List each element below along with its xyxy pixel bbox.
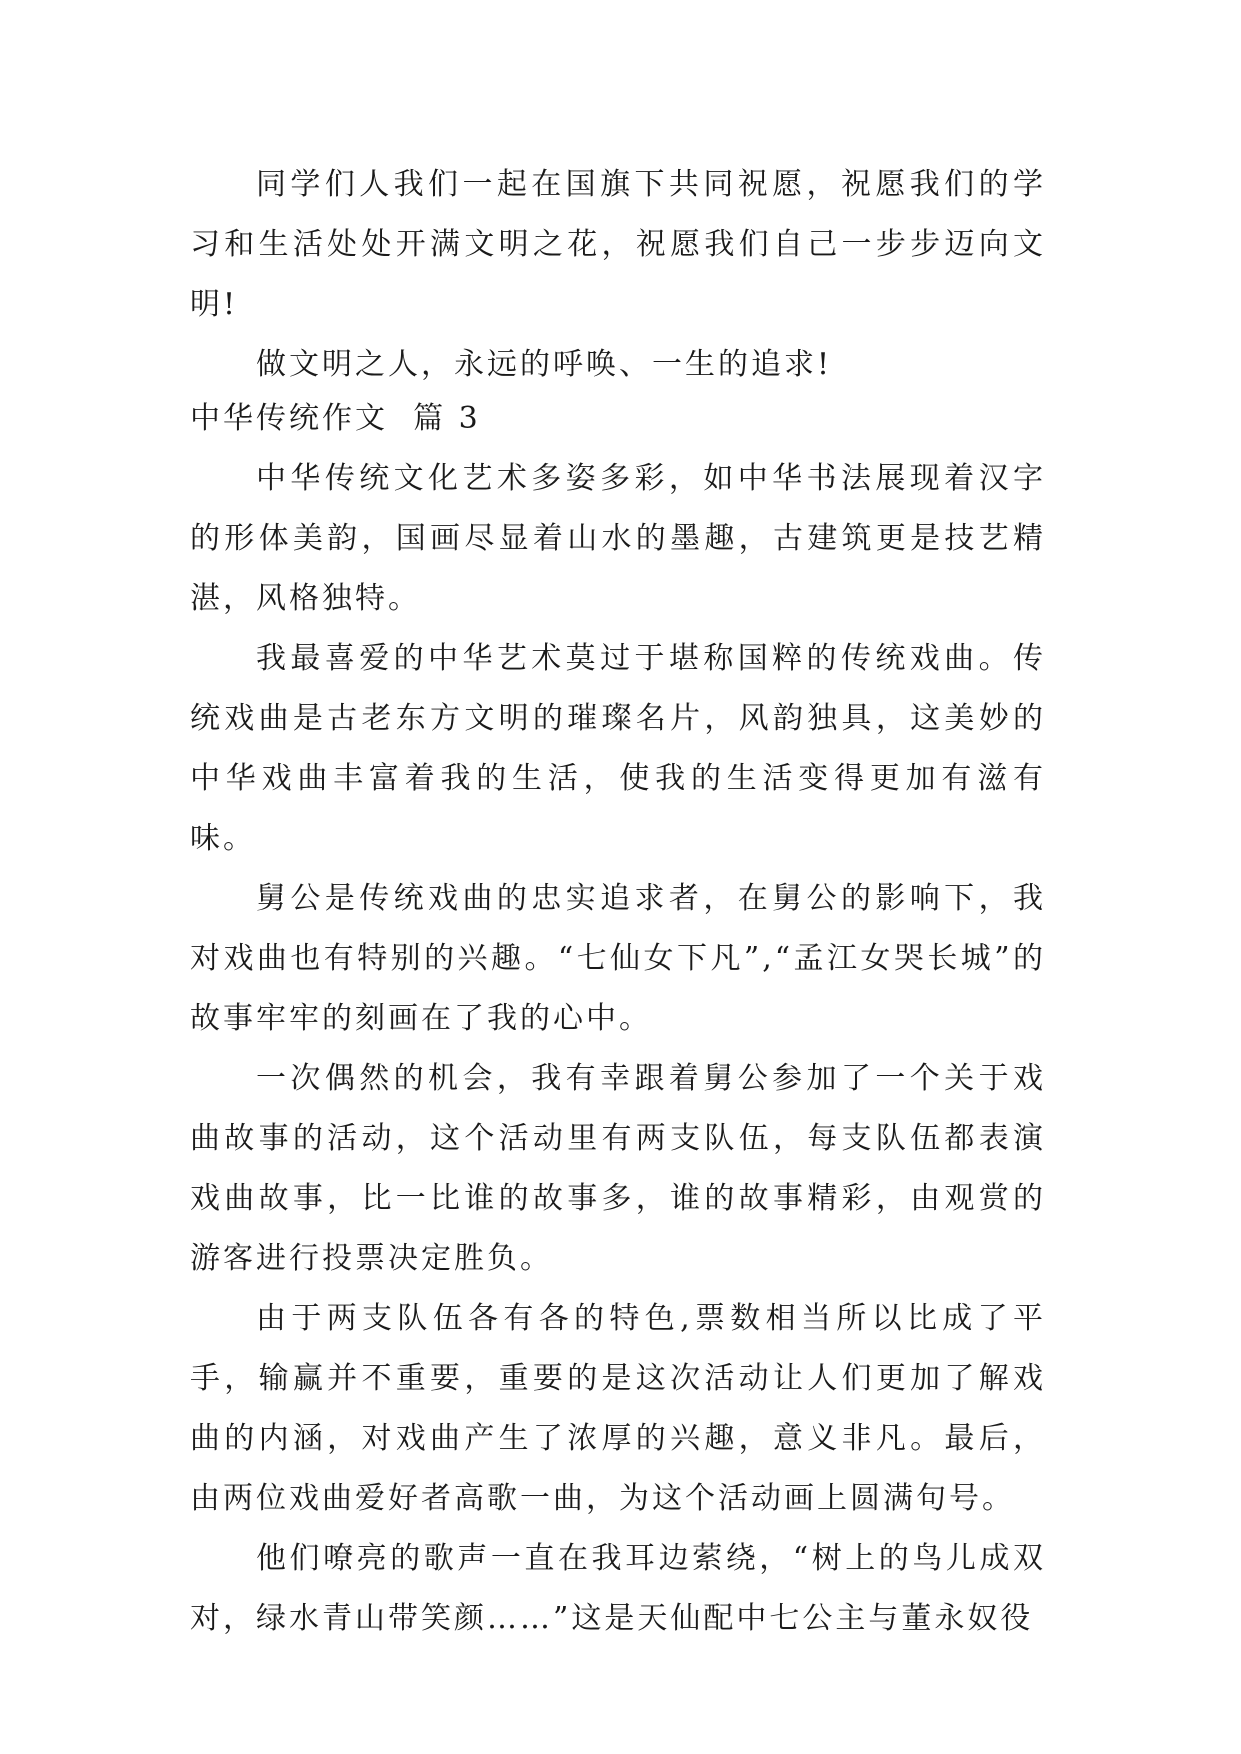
body-paragraph: 我最喜爱的中华艺术莫过于堪称国粹的传统戏曲。传统戏曲是古老东方文明的璀璨名片，风韵独具，这美妙的中华戏曲丰富着我的生活，使我的生活变得更加有滋有味。 (190, 641, 1046, 856)
body-paragraph: 舅公是传统戏曲的忠实追求者，在舅公的影响下，我对戏曲也有特别的兴趣。“七仙女下凡”,“孟江女哭长城”的故事牢牢的刻画在了我的心中。 (190, 881, 1046, 1036)
body-paragraph: 中华传统文化艺术多姿多彩，如中华书法展现着汉字的形体美韵，国画尽显着山水的墨趣，古建筑更是技艺精湛，风格独特。 (190, 461, 1046, 616)
article-section (190, 389, 1046, 1649)
body-paragraph: 一次偶然的机会，我有幸跟着舅公参加了一个关于戏曲故事的活动，这个活动里有两支队伍，每支队伍都表演戏曲故事，比一比谁的故事多，谁的故事精彩，由观赏的游客进行投票决定胜负。 (190, 1061, 1046, 1276)
intro-text-block (190, 155, 1046, 395)
section-title: 中华传统作文 篇 3 (190, 401, 481, 436)
body-paragraph: 同学们人我们一起在国旗下共同祝愿，祝愿我们的学习和生活处处开满文明之花，祝愿我们自己一步步迈向文明! (190, 167, 1046, 322)
body-paragraph: 他们嘹亮的歌声一直在我耳边萦绕，“树上的鸟儿成双对，绿水青山带笑颜……”这是天仙配中七公主与董永奴役 (190, 1541, 1046, 1636)
body-paragraph: 由于两支队伍各有各的特色,票数相当所以比成了平手，输赢并不重要，重要的是这次活动让人们更加了解戏曲的内涵，对戏曲产生了浓厚的兴趣，意义非凡。最后，由两位戏曲爱好者高歌一曲，为这个活动画上圆满句号。 (190, 1301, 1046, 1516)
body-paragraph: 做文明之人，永远的呼唤、一生的追求! (256, 347, 833, 382)
